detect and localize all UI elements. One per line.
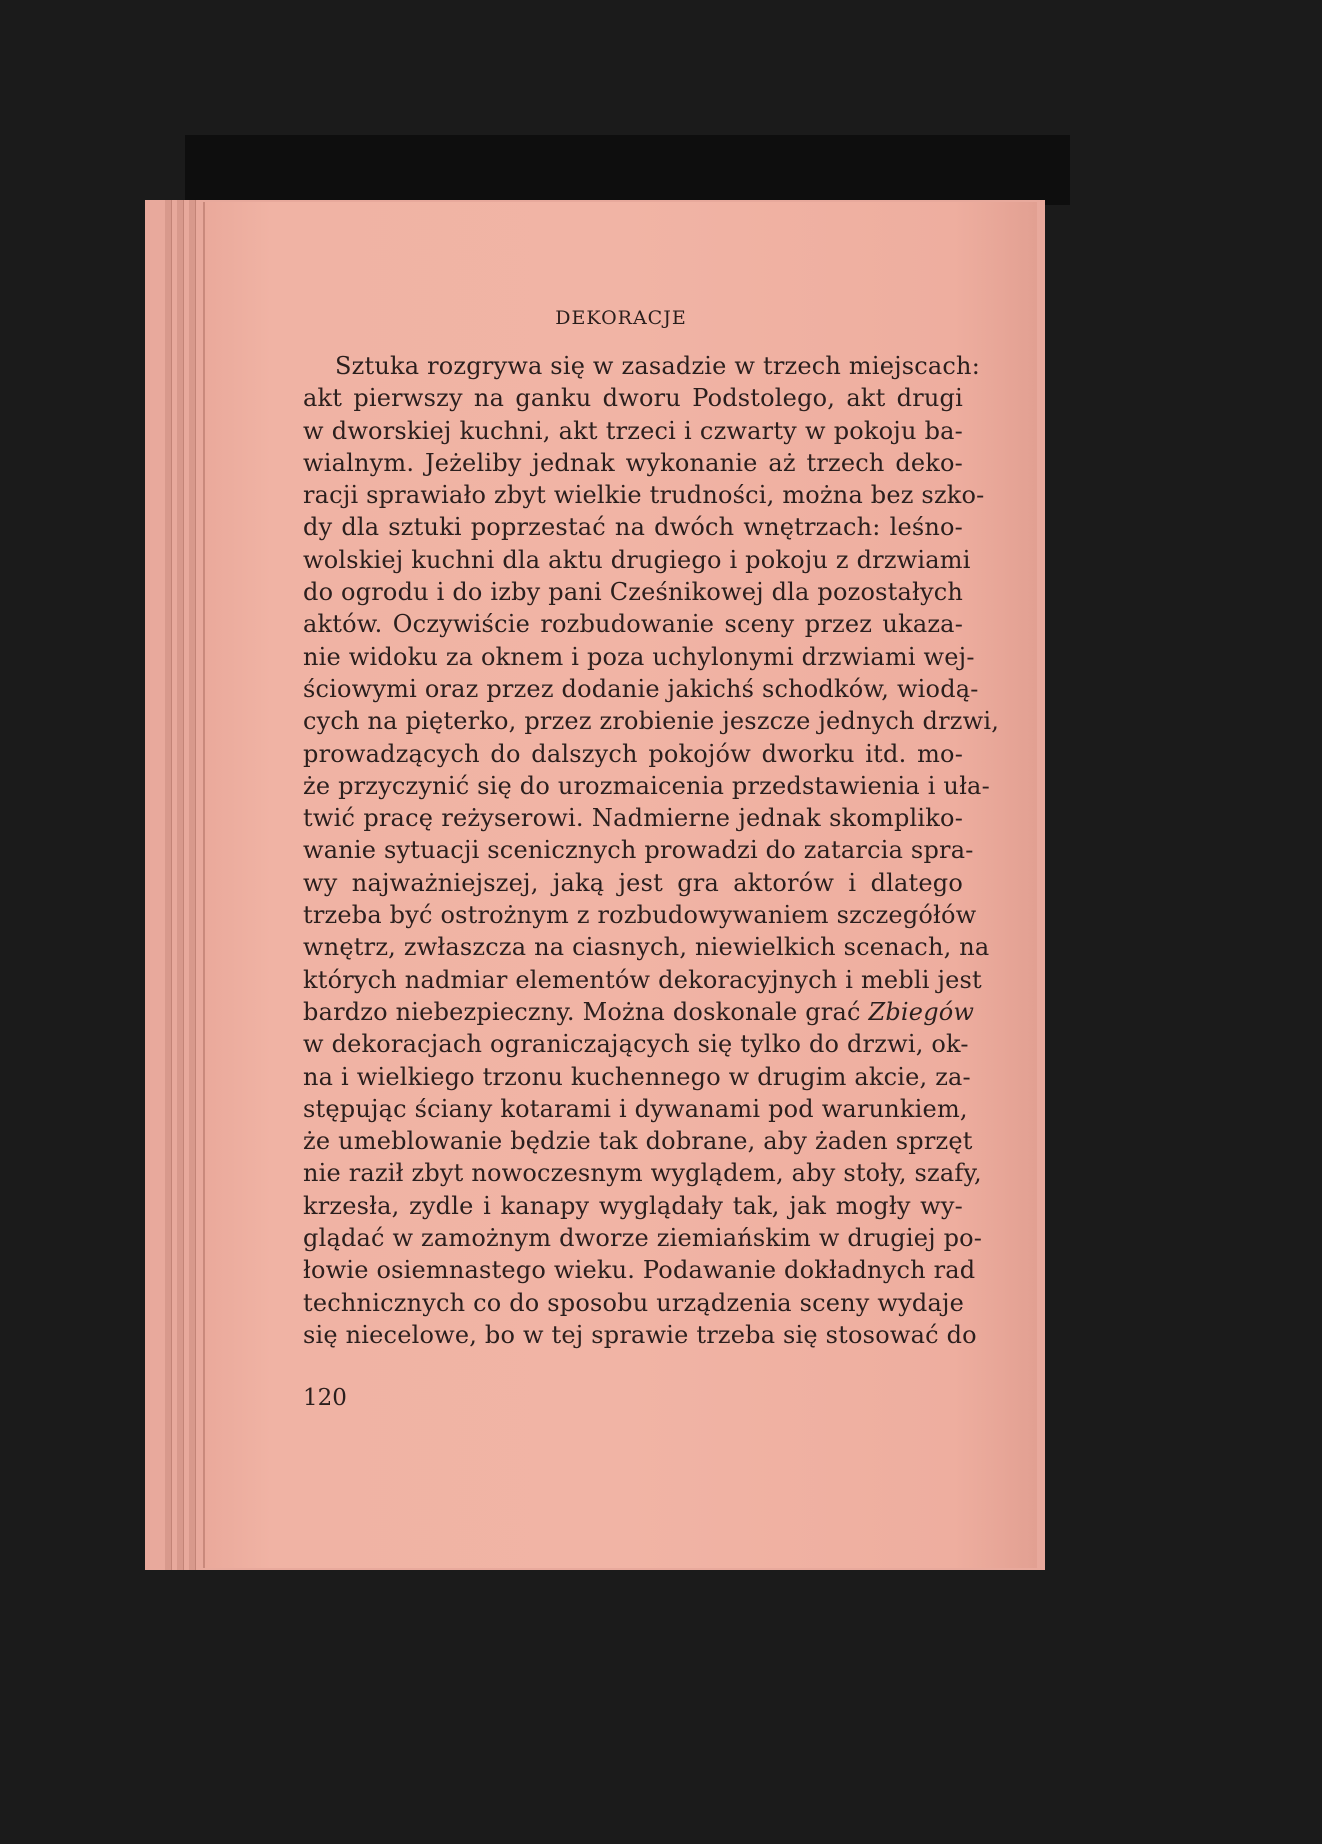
text-line: twić pracę reżyserowi. Nadmierne jednak skompliko- <box>303 804 963 833</box>
text-line: racji sprawiało zbyt wielkie trudności, można bez szko- <box>303 481 985 510</box>
running-header: DEKORACJE <box>555 307 687 329</box>
text-line: trzeba być ostrożnym z rozbudowywaniem szczegółów <box>303 901 977 930</box>
italic-title: Zbiegów <box>868 997 975 1026</box>
text-line: stępując ściany kotarami i dywanami pod warunkiem, <box>303 1094 968 1123</box>
text-line: do ogrodu i do izby pani Cześnikowej dla pozostałych <box>303 578 963 607</box>
text-line: cych na pięterko, przez zrobienie jeszcze jednych drzwi, <box>303 707 1000 736</box>
text-line: się niecelowe, bo w tej sprawie trzeba się stosować do <box>303 1320 977 1349</box>
text-line: na i wielkiego trzonu kuchennego w drugim akcie, za- <box>303 1062 971 1091</box>
text-line: łowie osiemnastego wieku. Podawanie dokładnych rad <box>303 1256 976 1285</box>
page-edge <box>177 200 184 1570</box>
book-page <box>205 202 1037 1568</box>
text-line: ściowymi oraz przez dodanie jakichś schodków, wiodą- <box>303 674 979 703</box>
text-line: krzesła, zydle i kanapy wyglądały tak, jak mogły wy- <box>303 1191 963 1220</box>
text-line: wialnym. Jeżeliby jednak wykonanie aż trzech deko- <box>303 448 963 477</box>
text-line: prowadzących do dalszych pokojów dworku itd. mo- <box>303 739 963 768</box>
body-text <box>303 350 1000 1351</box>
scan-shadow <box>185 135 1070 205</box>
text-line: wolskiej kuchni dla aktu drugiego i pokoju z drzwiami <box>303 545 971 574</box>
text-line: nie widoku za oknem i poza uchylonymi drzwiami wej- <box>303 642 975 671</box>
text-line: aktów. Oczywiście rozbudowanie sceny przez ukaza- <box>303 610 963 639</box>
text-line: w dworskiej kuchni, akt trzeci i czwarty w pokoju ba- <box>303 416 963 445</box>
page-number: 120 <box>303 1385 347 1411</box>
text-line: dy dla sztuki poprzestać na dwóch wnętrzach: leśno- <box>303 513 963 542</box>
text-line: glądać w zamożnym dworze ziemiańskim w drugiej po- <box>303 1224 983 1253</box>
text-line: technicznych co do sposobu urządzenia sceny wydaje <box>303 1288 964 1317</box>
page-edge <box>165 200 172 1570</box>
text-line: że przyczynić się do urozmaicenia przedstawienia i uła- <box>303 771 990 800</box>
text-line: Sztuka rozgrywa się w zasadzie w trzech miejscach: <box>335 352 980 380</box>
text-line: akt pierwszy na ganku dworu Podstolego, akt drugi <box>303 384 963 413</box>
text-line: których nadmiar elementów dekoracyjnych i mebli jest <box>303 965 982 994</box>
text-line: nie raził zbyt nowoczesnym wyglądem, aby stoły, szafy, <box>303 1159 982 1188</box>
text-line-with-title <box>303 996 975 1028</box>
text-line-part: bardzo niebezpieczny. Można doskonale grać <box>303 997 861 1026</box>
text-line: wy najważniejszej, jaką jest gra aktorów i dlatego <box>303 868 963 897</box>
text-line: wnętrz, zwłaszcza na ciasnych, niewielkich scenach, na <box>303 933 990 962</box>
text-line: w dekoracjach ograniczających się tylko do drzwi, ok- <box>303 1030 969 1059</box>
text-line: że umeblowanie będzie tak dobrane, aby żaden sprzęt <box>303 1127 973 1156</box>
page-edge <box>189 200 196 1570</box>
text-line: wanie sytuacji scenicznych prowadzi do zatarcia spra- <box>303 836 974 865</box>
